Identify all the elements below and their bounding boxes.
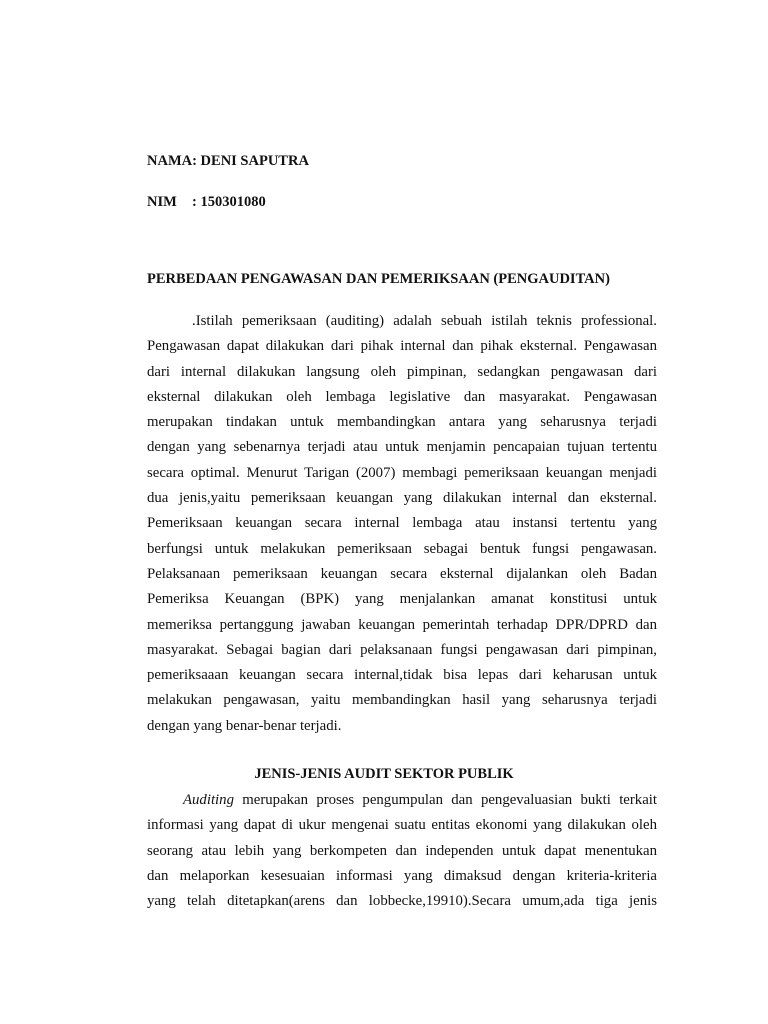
paragraph-line: memeriksa pertanggung jawaban keuangan pemerintah terhadap DPR/DPRD dan: [147, 616, 657, 633]
paragraph-line: Pengawasan dapat dilakukan dari pihak internal dan pihak eksternal. Pengawasan: [147, 338, 657, 355]
paragraph-line: dari internal dilakukan langsung oleh pimpinan, sedangkan pengawasan dari: [147, 363, 657, 380]
paragraph-line: Auditing merupakan proses pengumpulan dan pengevaluasian bukti terkait: [183, 792, 657, 808]
paragraph-line: informasi yang dapat di ukur mengenai suatu entitas ekonomi yang dilakukan oleh: [147, 817, 657, 834]
nim-value: : 150301080: [192, 194, 266, 210]
paragraph-line: merupakan tindakan untuk membandingkan antara yang seharusnya terjadi: [147, 414, 657, 431]
paragraph-line: eksternal dilakukan oleh lembaga legislative dan masyarakat. Pengawasan: [147, 388, 657, 405]
paragraph-perbedaan: [147, 312, 657, 742]
paragraph-jenis-audit: [147, 791, 657, 917]
paragraph-line: secara optimal. Menurut Tarigan (2007) membagi pemeriksaan keuangan menjadi: [147, 464, 657, 481]
section-title-perbedaan: PERBEDAAN PENGAWASAN DAN PEMERIKSAAN (PENGAUDITAN): [147, 271, 610, 287]
paragraph-line: dua jenis,yaitu pemeriksaan keuangan yang dilakukan internal dan eksternal.: [147, 490, 657, 507]
paragraph-line: .Istilah pemeriksaan (auditing) adalah sebuah istilah teknis professional.: [192, 313, 657, 329]
paragraph-line: dengan yang sebenarnya terjadi atau untuk menjamin pencapaian tujuan tertentu: [147, 439, 657, 456]
student-name: NAMA: DENI SAPUTRA: [147, 153, 309, 169]
section-title-jenis-audit: JENIS-JENIS AUDIT SEKTOR PUBLIK: [254, 766, 514, 782]
paragraph-line: Pelaksanaan pemeriksaan keuangan secara eksternal dijalankan oleh Badan: [147, 565, 657, 582]
paragraph-line: yang telah ditetapkan(arens dan lobbecke,19910).Secara umum,ada tiga jenis: [147, 893, 657, 910]
paragraph-line: Pemeriksaan keuangan secara internal lembaga atau instansi tertentu yang: [147, 515, 657, 532]
paragraph-line: pemeriksaaan keuangan secara internal,tidak bisa lepas dari keharusan untuk: [147, 667, 657, 684]
nim-label: NIM: [147, 194, 177, 210]
paragraph-line: melakukan pengawasan, yaitu membandingkan hasil yang seharusnya terjadi: [147, 692, 657, 709]
paragraph-line: Pemeriksa Keuangan (BPK) yang menjalankan amanat konstitusi untuk: [147, 591, 657, 608]
paragraph-line: seorang atau lebih yang berkompeten dan independen untuk dapat menentukan: [147, 842, 657, 859]
paragraph-line: dengan yang benar-benar terjadi.: [147, 717, 342, 734]
paragraph-line: masyarakat. Sebagai bagian dari pelaksanaan fungsi pengawasan dari pimpinan,: [147, 641, 657, 658]
student-nim: [147, 193, 266, 211]
paragraph-line: berfungsi untuk melakukan pemeriksaan sebagai bentuk fungsi pengawasan.: [147, 540, 657, 557]
paragraph-line: dan melaporkan kesesuaian informasi yang dimaksud dengan kriteria-kriteria: [147, 867, 657, 884]
italic-term: Auditing: [183, 792, 234, 808]
